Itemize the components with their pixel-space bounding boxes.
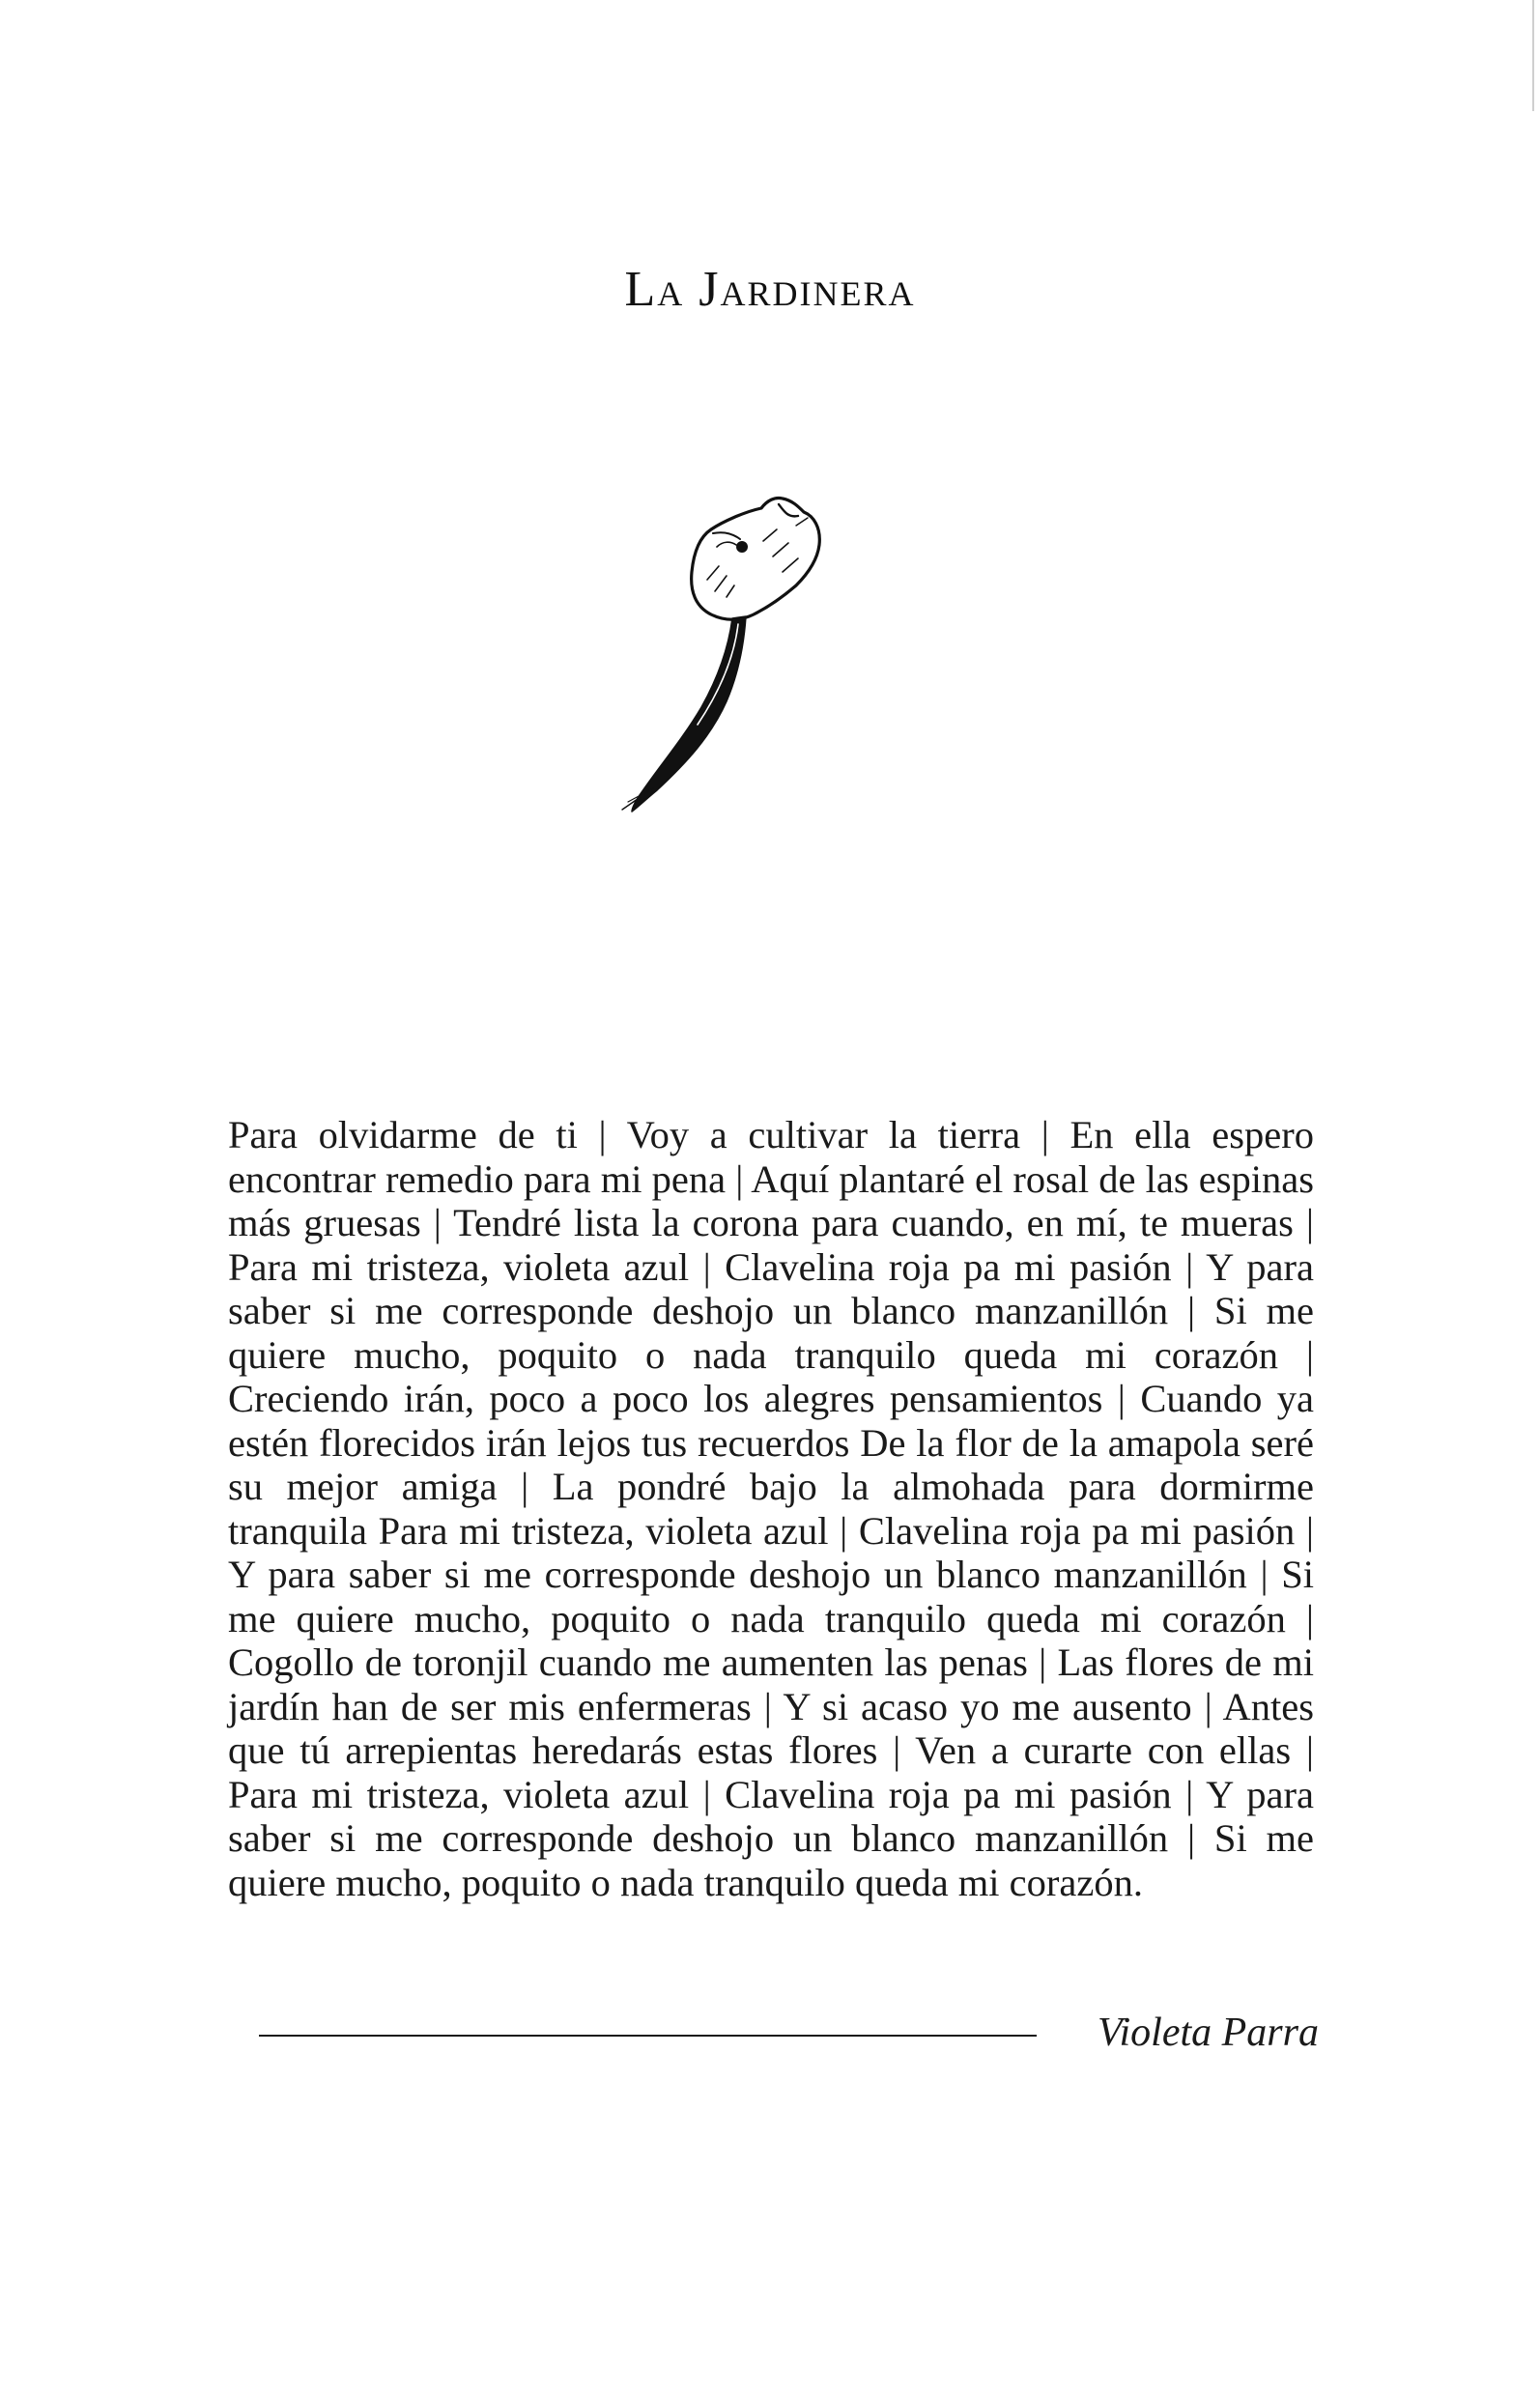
poem-author: Violeta Parra <box>1097 2011 1319 2055</box>
page-edge-mark <box>1532 0 1534 111</box>
poem-title: La Jardinera <box>624 262 916 317</box>
poem-body: Para olvidarme de ti | Voy a cultivar la tierra | En ella espero encontrar remedio para mi pena | Aquí plantaré el rosal de las espinas más gruesas | Tendré lista la corona para cuando, en mí, te mueras | Para mi tristeza, violeta azul | Clavelina roja pa mi pasión | Y para saber si me corresponde deshojo un blanco manzanillón | Si me quiere mucho, poquito o nada tranquilo queda mi corazón | Creciendo irán, poco a poco los alegres pensamientos | Cuando ya estén florecidos irán lejos tus recuerdos De la flor de la amapola seré su mejor amiga | La pondré bajo la almohada para dormirme tranquila Para mi tristeza, violeta azul | Clavelina roja pa mi pasión | Y para saber si me corresponde deshojo un blanco manzanillón | Si me quiere mucho, poquito o nada tranquilo queda mi corazón | Cogollo de toronjil cuando me aumenten las penas | Las flores de mi jardín han de ser mis enfermeras | Y si acaso yo me ausento | Antes que tú arrepientas heredarás estas flores | Ven a curarte con ellas | Para mi tristeza, violeta azul | Clavelina roja pa mi pasión | Y para saber si me corresponde deshojo un blanco manzanillón | Si me quiere mucho, poquito o nada tranquilo queda mi corazón. <box>228 1113 1314 1904</box>
flower-sketch-icon <box>618 483 898 831</box>
signature-rule <box>259 2035 1037 2037</box>
